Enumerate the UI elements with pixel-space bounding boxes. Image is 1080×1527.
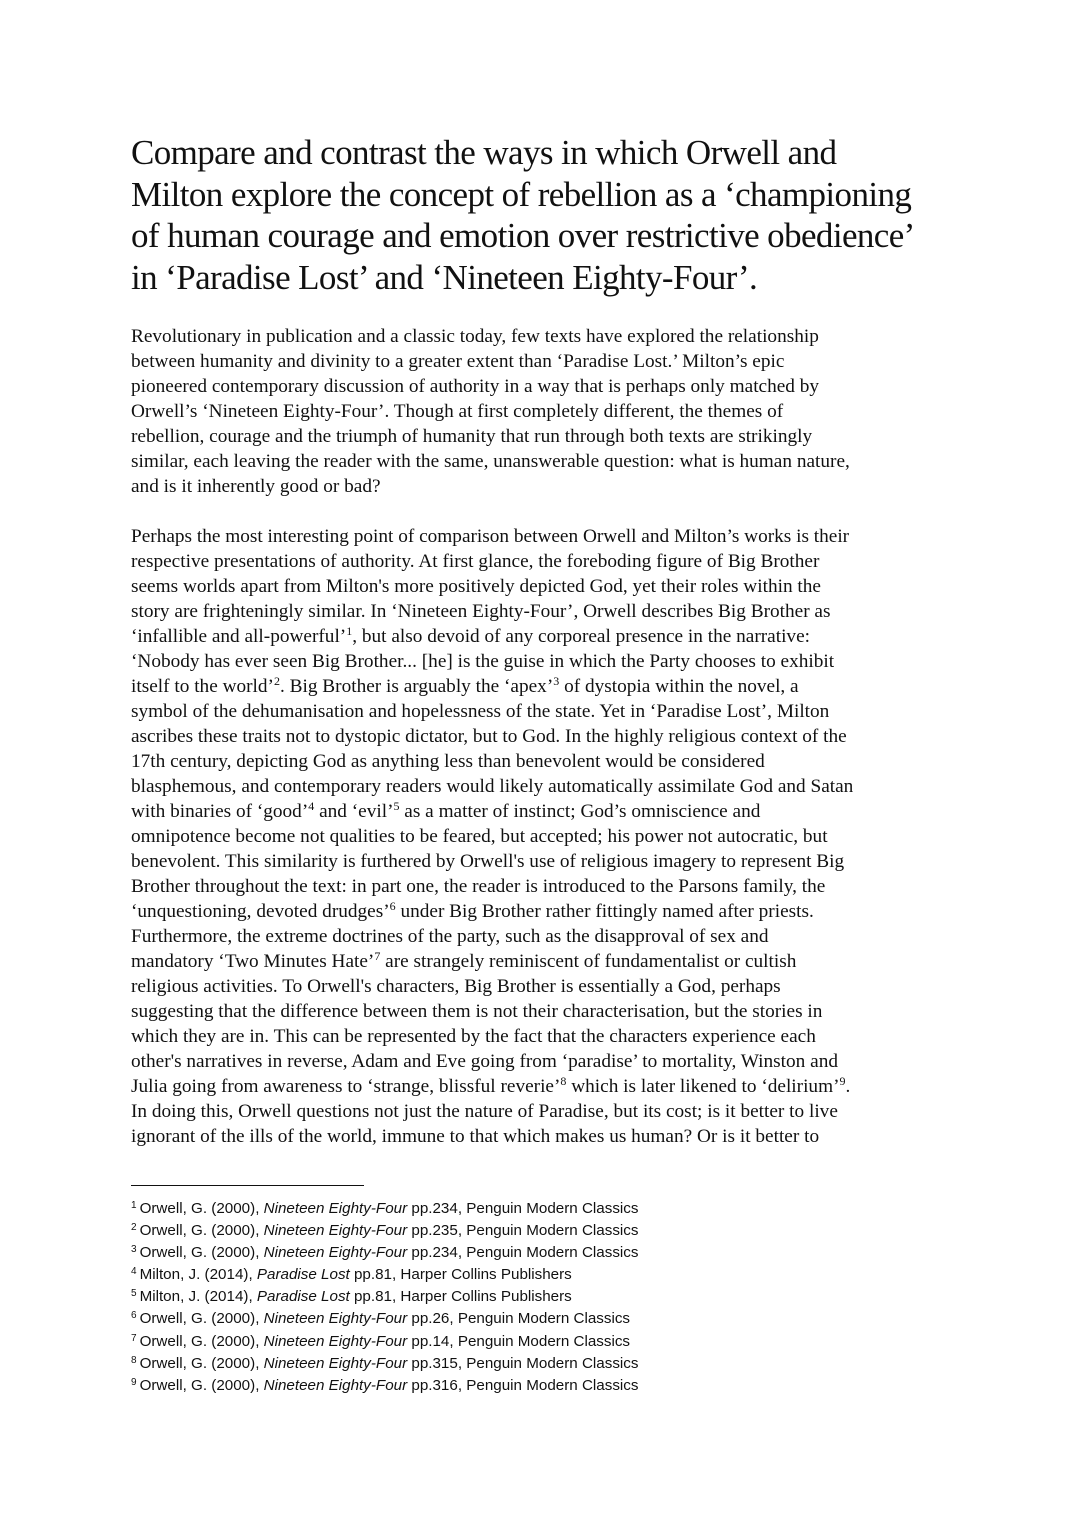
- title-line: Compare and contrast the ways in which Orwell and: [131, 133, 837, 172]
- footnote-author: Orwell, G. (2000),: [139, 1332, 264, 1350]
- text-line: [131, 674, 961, 699]
- text-segment: as a matter of instinct; God’s omniscience and: [399, 801, 761, 822]
- footnote-number: 7: [131, 1332, 137, 1344]
- text-segment: ‘infallible and all-powerful’: [131, 626, 347, 647]
- footnote-separator: [131, 1185, 364, 1186]
- text-line: [131, 949, 961, 974]
- text-segment: are strangely reminiscent of fundamentalist or cultish: [380, 951, 797, 972]
- text-line: seems worlds apart from Milton's more positively depicted God, yet their roles within the: [131, 576, 821, 597]
- text-segment: , but also devoid of any corporeal presence in the narrative:: [352, 626, 810, 647]
- footnote-3: [131, 1242, 831, 1264]
- footnote-work: Nineteen Eighty-Four: [263, 1376, 408, 1394]
- footnote-ref[interactable]: 2: [273, 674, 280, 688]
- text-segment: .: [845, 1076, 851, 1097]
- text-line: 17th century, depicting God as anything less than benevolent would be considered: [131, 751, 765, 772]
- footnote-author: Orwell, G. (2000),: [139, 1244, 264, 1262]
- text-line: Furthermore, the extreme doctrines of the party, such as the disapproval of sex and: [131, 926, 769, 947]
- footnote-number: 6: [131, 1310, 137, 1322]
- footnote-rest: pp.14, Penguin Modern Classics: [407, 1332, 631, 1350]
- text-line: ‘Nobody has ever seen Big Brother... [he] is the guise in which the Party chooses to exhibit: [131, 651, 835, 672]
- footnote-number: 4: [131, 1266, 137, 1278]
- footnote-author: Orwell, G. (2000),: [139, 1376, 264, 1394]
- footnote-ref[interactable]: 7: [374, 949, 381, 963]
- footnote-ref[interactable]: 3: [553, 674, 560, 688]
- footnote-8: [131, 1353, 831, 1375]
- footnote-4: [131, 1264, 831, 1286]
- footnote-rest: pp.316, Penguin Modern Classics: [407, 1376, 639, 1394]
- footnote-author: Orwell, G. (2000),: [139, 1310, 264, 1328]
- text-line: and is it inherently good or bad?: [131, 476, 381, 497]
- paragraph-authority: [131, 524, 961, 1149]
- footnote-7: [131, 1331, 831, 1353]
- footnote-number: 9: [131, 1376, 137, 1388]
- footnote-1: [131, 1198, 831, 1220]
- title-line: Milton explore the concept of rebellion as a ‘championing: [131, 174, 912, 214]
- text-line: blasphemous, and contemporary readers would likely automatically assimilate God and Satan: [131, 776, 854, 797]
- footnote-rest: pp.315, Penguin Modern Classics: [407, 1354, 639, 1372]
- text-line: [131, 1074, 961, 1099]
- text-segment: of dystopia within the novel, a: [559, 676, 799, 697]
- footnote-ref[interactable]: 5: [393, 799, 400, 813]
- footnote-author: Milton, J. (2014),: [139, 1266, 257, 1284]
- footnote-author: Orwell, G. (2000),: [139, 1222, 264, 1240]
- text-line: [131, 799, 961, 824]
- footnote-work: Paradise Lost: [256, 1288, 350, 1306]
- text-segment: under Big Brother rather fittingly named after priests.: [395, 901, 814, 922]
- footnote-rest: pp.235, Penguin Modern Classics: [407, 1222, 639, 1240]
- footnote-ref[interactable]: 9: [839, 1074, 846, 1088]
- text-line: respective presentations of authority. At first glance, the foreboding figure of Big Brother: [131, 551, 820, 572]
- footnote-work: Nineteen Eighty-Four: [263, 1222, 408, 1240]
- text-line: suggesting that the difference between them is not their characterisation, but the stories in: [131, 1001, 823, 1022]
- text-line: story are frighteningly similar. In ‘Nineteen Eighty-Four’, Orwell describes Big Brother as: [131, 601, 831, 622]
- text-line: between humanity and divinity to a greater extent than ‘Paradise Lost.’ Milton’s epic: [131, 351, 785, 372]
- text-line: which they are in. This can be represented by the fact that the characters experience each: [131, 1026, 816, 1047]
- footnote-5: [131, 1286, 831, 1308]
- footnote-work: Nineteen Eighty-Four: [263, 1332, 408, 1350]
- footnote-rest: pp.81, Harper Collins Publishers: [349, 1288, 572, 1306]
- footnote-author: Orwell, G. (2000),: [139, 1200, 264, 1217]
- text-line: benevolent. This similarity is furthered by Orwell's use of religious imagery to represent Big: [131, 851, 845, 872]
- footnote-rest: pp.234, Penguin Modern Classics: [407, 1244, 639, 1262]
- footnote-ref[interactable]: 4: [308, 799, 315, 813]
- text-line: Perhaps the most interesting point of comparison between Orwell and Milton’s works is their: [131, 526, 850, 547]
- footnote-number: 8: [131, 1354, 137, 1366]
- paragraph-intro: [131, 324, 961, 499]
- text-line: symbol of the dehumanisation and hopelessness of the state. Yet in ‘Paradise Lost’, Milton: [131, 701, 830, 722]
- footnote-work: Paradise Lost: [256, 1266, 350, 1284]
- footnote-9: [131, 1375, 831, 1397]
- text-line: Brother throughout the text: in part one, the reader is introduced to the Parsons family, the: [131, 876, 826, 897]
- text-segment: and ‘evil’: [314, 801, 394, 822]
- text-line: pioneered contemporary discussion of authority in a way that is perhaps only matched by: [131, 376, 820, 397]
- footnote-work: Nineteen Eighty-Four: [263, 1244, 408, 1262]
- footnote-number: 3: [131, 1244, 137, 1256]
- footnote-work: Nineteen Eighty-Four: [263, 1200, 408, 1217]
- footnote-rest: pp.234, Penguin Modern Classics: [407, 1200, 639, 1217]
- text-segment: . Big Brother is arguably the ‘apex’: [279, 676, 554, 697]
- text-line: [131, 899, 961, 924]
- text-line: [131, 624, 961, 649]
- text-line: omnipotence become not qualities to be feared, but accepted; his power not autocratic, but: [131, 826, 828, 847]
- text-line: Revolutionary in publication and a classic today, few texts have explored the relationship: [131, 326, 819, 347]
- footnote-author: Orwell, G. (2000),: [139, 1354, 264, 1372]
- text-segment: mandatory ‘Two Minutes Hate’: [131, 951, 375, 972]
- text-line: Orwell’s ‘Nineteen Eighty-Four’. Though at first completely different, the themes of: [131, 401, 784, 422]
- footnote-number: 5: [131, 1288, 137, 1300]
- text-line: ignorant of the ills of the world, immune to that which makes us human? Or is it better to: [131, 1126, 820, 1147]
- footnote-rest: pp.26, Penguin Modern Classics: [407, 1310, 631, 1328]
- footnote-number: 2: [131, 1222, 137, 1234]
- text-line: similar, each leaving the reader with the same, unanswerable question: what is human nature,: [131, 451, 850, 472]
- footnote-ref[interactable]: 8: [560, 1074, 567, 1088]
- title-line: of human courage and emotion over restrictive obedience’: [131, 216, 915, 255]
- text-segment: ‘unquestioning, devoted drudges’: [131, 901, 390, 922]
- footnote-ref[interactable]: 6: [389, 899, 396, 913]
- text-line: ascribes these traits not to dystopic dictator, but to God. In the highly religious context of the: [131, 726, 847, 747]
- text-line: In doing this, Orwell questions not just the nature of Paradise, but its cost; is it better to live: [131, 1101, 838, 1122]
- footnote-ref[interactable]: 1: [346, 624, 353, 638]
- text-segment: which is later likened to ‘delirium’: [566, 1076, 840, 1097]
- text-segment: Julia going from awareness to ‘strange, blissful reverie’: [131, 1076, 561, 1097]
- title-line: in ‘Paradise Lost’ and ‘Nineteen Eighty-Four’.: [131, 257, 758, 297]
- text-line: other's narratives in reverse, Adam and Eve going from ‘paradise’ to mortality, Winston and: [131, 1051, 838, 1072]
- footnote-2: [131, 1220, 831, 1242]
- footnote-6: [131, 1308, 831, 1330]
- text-line: religious activities. To Orwell's characters, Big Brother is essentially a God, perhaps: [131, 976, 781, 997]
- footnote-author: Milton, J. (2014),: [139, 1288, 257, 1306]
- essay-title: [131, 132, 991, 298]
- footnote-work: Nineteen Eighty-Four: [263, 1310, 408, 1328]
- text-line: rebellion, courage and the triumph of humanity that run through both texts are strikingly: [131, 426, 813, 447]
- text-segment: with binaries of ‘good’: [131, 801, 309, 822]
- footnote-rest: pp.81, Harper Collins Publishers: [349, 1266, 572, 1284]
- footnote-number: 1: [131, 1200, 137, 1211]
- text-segment: itself to the world’: [131, 676, 274, 697]
- footnotes: [131, 1198, 831, 1397]
- footnote-work: Nineteen Eighty-Four: [263, 1354, 408, 1372]
